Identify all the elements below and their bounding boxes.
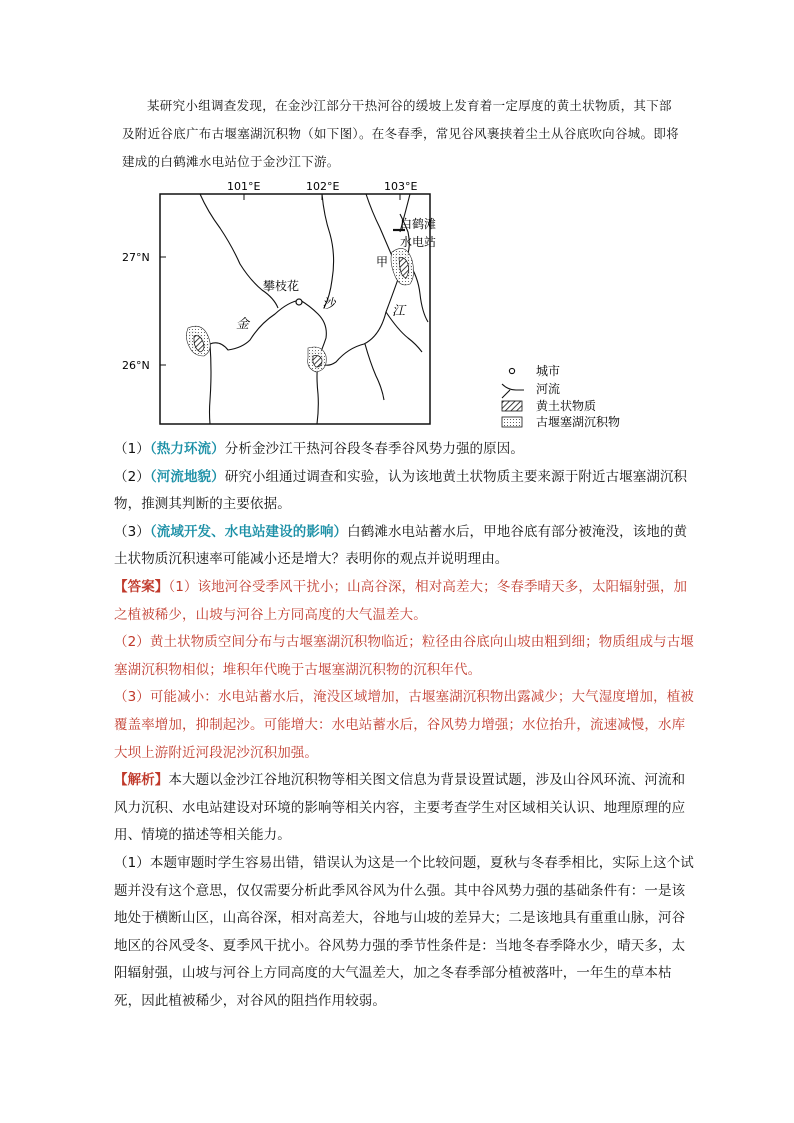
answer-3: （3）可能减小：水电站蓄水后，淹没区域增加，古堰塞湖沉积物出露减少；大气湿度增加，植被覆盖率增加，抑制起沙。可能增大：水电站蓄水后，谷风势力增强；水位抬升，流速减慢，水库大坝上游附近河段泥沙沉积加强。 xyxy=(114,689,694,761)
station-label-line2: 水电站 xyxy=(400,235,437,249)
lon-label-102: 102°E xyxy=(306,180,340,193)
legend-loess-icon xyxy=(502,401,522,411)
question-2-tag: （河流地貌） xyxy=(149,468,225,485)
legend-city-icon xyxy=(509,368,514,373)
legend-river-icon xyxy=(502,384,524,398)
question-2: （2）（河流地貌）研究小组通过调查和实验，认为该地黄土状物质主要来源于附近古堰塞湖沉积物，推测其判断的主要依据。 xyxy=(114,468,688,513)
question-3-tag: （流域开发、水电站建设的影响） xyxy=(149,523,348,540)
river-label-jin: 金 xyxy=(236,317,250,332)
analysis-label: 【解析】 xyxy=(114,772,169,789)
answer-1: 【答案】（1）该地河谷受季风干扰小；山高谷深，相对高差大；冬春季晴天多，太阳辐射强，加之植被稀少，山坡与河谷上方同高度的大气温差大。 xyxy=(114,578,688,623)
legend-lake-sediment-label: 古堰塞湖沉积物 xyxy=(536,415,621,429)
question-1: （1）（热力环流）分析金沙江干热河谷段冬春季谷风势力强的原因。 xyxy=(114,441,524,457)
legend-lake-sediment-icon xyxy=(502,417,522,427)
jinsha-river-map xyxy=(110,172,670,434)
analysis-p1: （1）本题审题时学生容易出错，错误认为这是一个比较问题，夏秋与冬春季相比，实际上这个试题并没有这个意思，仅仅需要分析此季风谷风为什么强。其中谷风势力强的基础条件有：一是该地处于横断山区，山高谷深，相对高差大，谷地与山坡的差异大；二是该地具有重重山脉，河谷地区的谷风受冬、夏季风干扰小。谷风势力强的季节性条件是：当地冬春季降水少，晴天多，太阳辐射强，山坡与河谷上方同高度的大气温差大，加之冬春季部分植被落叶，一年生的草本枯死，因此植被稀少，对谷风的阻挡作用较弱。 xyxy=(114,854,694,1009)
legend-river-label: 河流 xyxy=(536,382,561,396)
analysis-intro: 【解析】本大题以金沙江谷地沉积物等相关图文信息为背景设置试题，涉及山谷风环流、河流和风力沉积、水电站建设对环境的影响等相关内容，主要考查学生对区域相关认识、地理原理的应用、情境的描述等相关能力。 xyxy=(114,772,686,844)
jia-label: 甲 xyxy=(376,255,389,269)
map-legend xyxy=(502,364,620,429)
intro-paragraph: 某研究小组调查发现，在金沙江部分干热河谷的缓坡上发育着一定厚度的黄土状物质，其下部及附近谷底广布古堰塞湖沉积物（如下图）。在冬春季，常见谷风裹挟着尘土从谷底吹向谷城。即将建成的白鹤滩水电站位于金沙江下游。 xyxy=(122,98,679,169)
question-3: （3）（流域开发、水电站建设的影响）白鹤滩水电站蓄水后，甲地谷底有部分被淹没，该地的黄土状物质沉积速率可能减小还是增大？表明你的观点并说明理由。 xyxy=(114,523,688,568)
jinsha-main-river xyxy=(192,214,409,365)
answer-label: 【答案】 xyxy=(114,578,169,595)
panzhihua-label: 攀枝花 xyxy=(263,279,300,293)
answer-2: （2）黄土状物质空间分布与古堰塞湖沉积物临近；粒径由谷底向山坡由粗到细；物质组成与古堰塞湖沉积物相似；堆积年代晚于古堰塞湖沉积物的沉积年代。 xyxy=(114,634,694,678)
content-block xyxy=(114,436,694,1015)
lon-label-103: 103°E xyxy=(384,180,418,193)
station-label-line1: 白鹤滩 xyxy=(400,217,437,231)
lat-label-26: 26°N xyxy=(122,359,150,372)
map-frame xyxy=(160,194,430,424)
panzhihua-city-icon xyxy=(296,299,302,305)
question-1-tag: （热力环流） xyxy=(149,441,225,457)
lat-label-27: 27°N xyxy=(122,251,150,264)
legend-city-label: 城市 xyxy=(536,364,561,378)
river-label-sha: 沙 xyxy=(322,297,336,312)
river-label-jiang: 江 xyxy=(392,304,406,319)
lon-label-101: 101°E xyxy=(227,180,261,193)
legend-loess-label: 黄土状物质 xyxy=(536,399,597,413)
intro-block xyxy=(122,92,682,176)
